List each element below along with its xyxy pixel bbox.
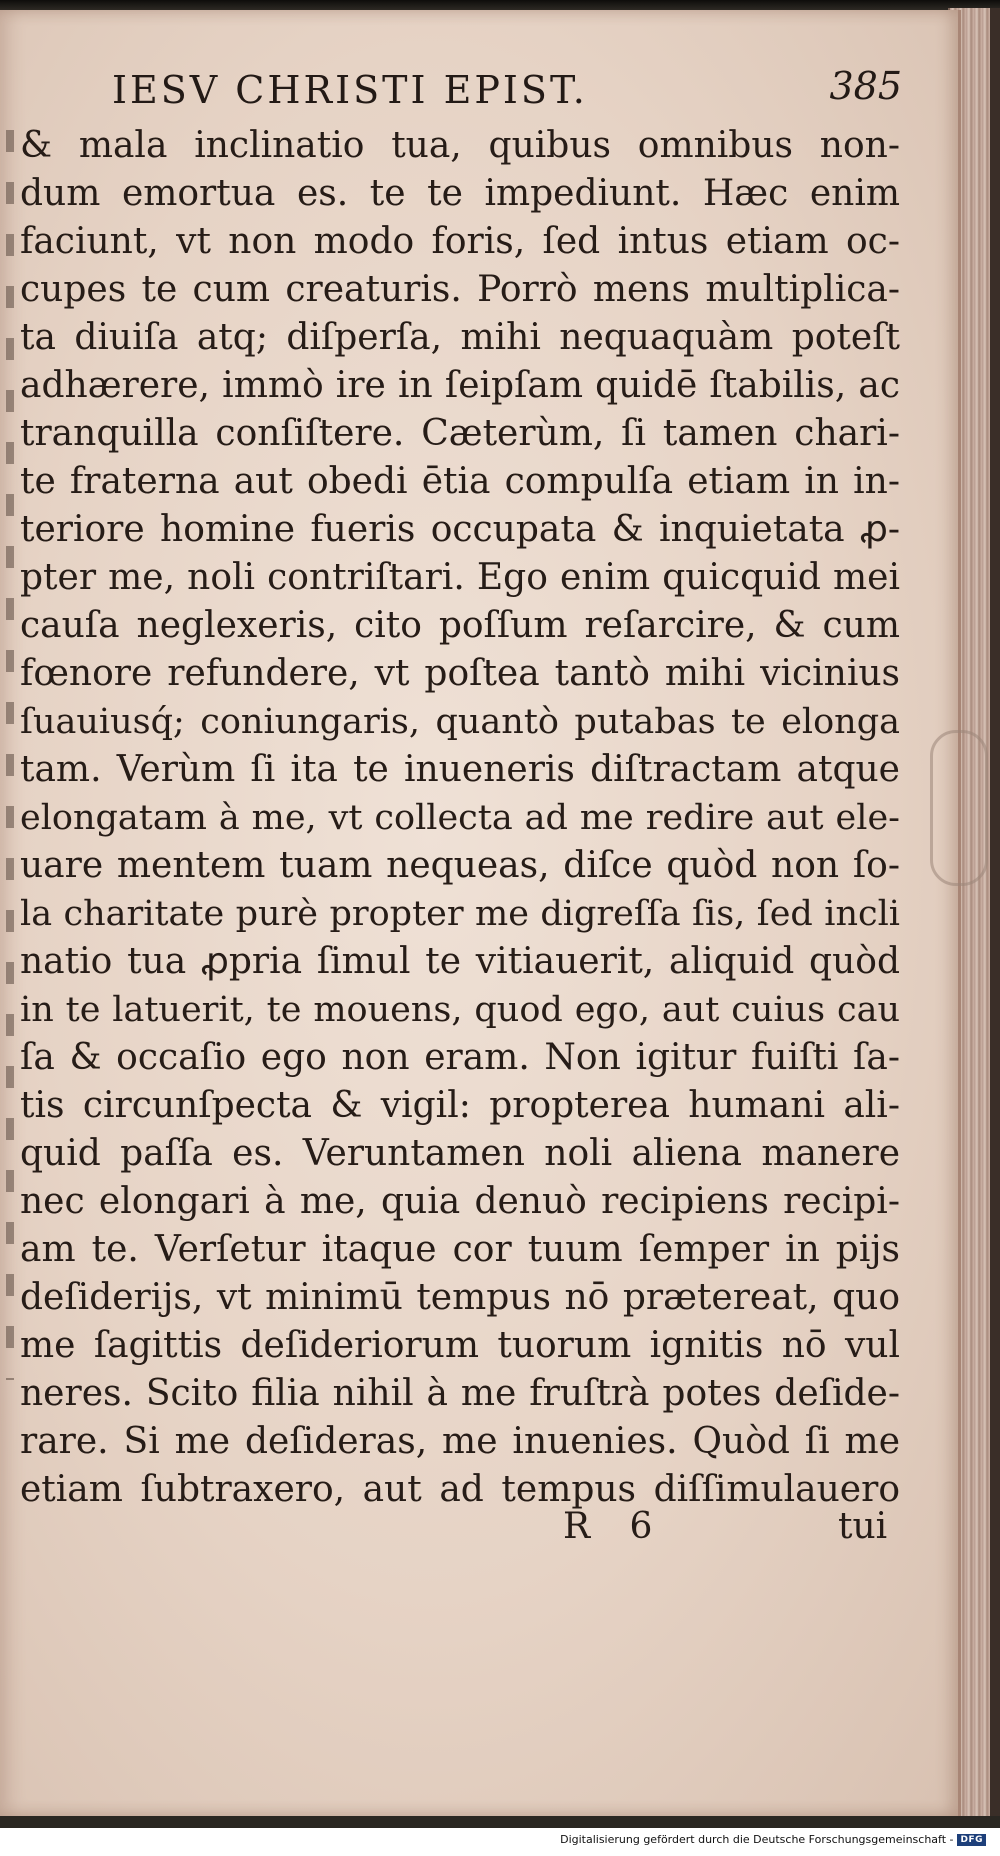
text-line: pter me, noli contriſtari. Ego enim quicquid mei: [20, 557, 900, 598]
text-line: cauſa neglexeris, cito poſſum reſarcire, & cum: [20, 605, 900, 646]
text-line: tranquilla conſiſtere. Cæterùm, ſi tamen chari-: [20, 413, 900, 454]
text-line: cupes te cum creaturis. Porrò mens multiplica-: [20, 269, 900, 310]
dfg-logo: DFG: [957, 1834, 986, 1846]
left-margin-show-through: [6, 130, 14, 1380]
text-line: & mala inclinatio tua, quibus omnibus non-: [20, 125, 900, 166]
text-line: am te. Verſetur itaque cor tuum ſemper in pijs: [20, 1229, 900, 1270]
page-number: 385: [829, 64, 902, 108]
text-line: rare. Si me deſideras, me inuenies. Quòd ſi me: [20, 1421, 900, 1462]
running-head: [112, 64, 902, 124]
text-line: tis circunſpecta & vigil: propterea humani ali-: [20, 1085, 900, 1126]
text-line: uare mentem tuam nequeas, diſce quòd non ſo-: [20, 845, 900, 886]
text-line: teriore homine fueris occupata & inquietata ꝓ-: [20, 509, 900, 550]
text-line: nec elongari à me, quia denuò recipiens recipi-: [20, 1181, 900, 1222]
text-line: ta diuiſa atq; diſperſa, mihi nequaquàm poteſt: [20, 317, 900, 358]
paper-page: [0, 10, 961, 1816]
text-line: tam. Verùm ſi ita te inueneris diſtractam atque: [20, 749, 900, 790]
signature-mark: R 6: [563, 1506, 667, 1547]
book-edge-shadow: [990, 8, 1000, 1816]
credit-text: Digitalisierung gefördert durch die Deutsche Forschungsgemeinschaft -: [560, 1833, 954, 1846]
text-line: ſa & occaſio ego non eram. Non igitur fuiſti ſa-: [20, 1037, 900, 1078]
running-title: IESV CHRISTI EPIST.: [112, 68, 588, 112]
catchword: tui: [838, 1506, 888, 1547]
text-line: fœnore refundere, vt poſtea tantò mihi vicinius: [20, 653, 900, 694]
text-line: te fraterna aut obedi ētia compulſa etiam in in-: [20, 461, 900, 502]
text-line: me ſagittis deſideriorum tuorum ignitis nō vul: [20, 1325, 900, 1366]
text-line: etiam ſubtraxero, aut ad tempus diſſimulauero: [20, 1469, 900, 1510]
signature-line: [0, 1506, 958, 1556]
text-line: ſuauiusq́; coniungaris, quantò putabas te elonga: [20, 702, 900, 742]
text-line: dum emortua es. te te impediunt. Hæc enim: [20, 173, 900, 214]
text-line: in te latuerit, te mouens, quod ego, aut cuius cau: [20, 990, 900, 1030]
text-line: la charitate purè propter me digreſſa ſis, ſed incli: [20, 894, 900, 934]
text-line: deſiderijs, vt minimū tempus nō prætereat, quo: [20, 1277, 900, 1318]
clasp-outline: [930, 730, 988, 886]
digitization-credit: [560, 1833, 986, 1846]
text-line: quid paſſa es. Veruntamen noli aliena manere: [20, 1133, 900, 1174]
text-line: natio tua ꝓpria ſimul te vitiauerit, aliquid quòd: [20, 941, 900, 982]
text-line: adhærere, immò ire in ſeipſam quidē ſtabilis, ac: [20, 365, 900, 406]
text-line: elongatam à me, vt collecta ad me redire aut ele-: [20, 798, 900, 838]
text-line: neres. Scito filia nihil à me fruſtrà potes deſide-: [20, 1373, 900, 1414]
body-text: [20, 122, 920, 1514]
text-line: faciunt, vt non modo foris, ſed intus etiam oc-: [20, 221, 900, 262]
scanner-bottom-edge: [0, 1816, 1000, 1828]
